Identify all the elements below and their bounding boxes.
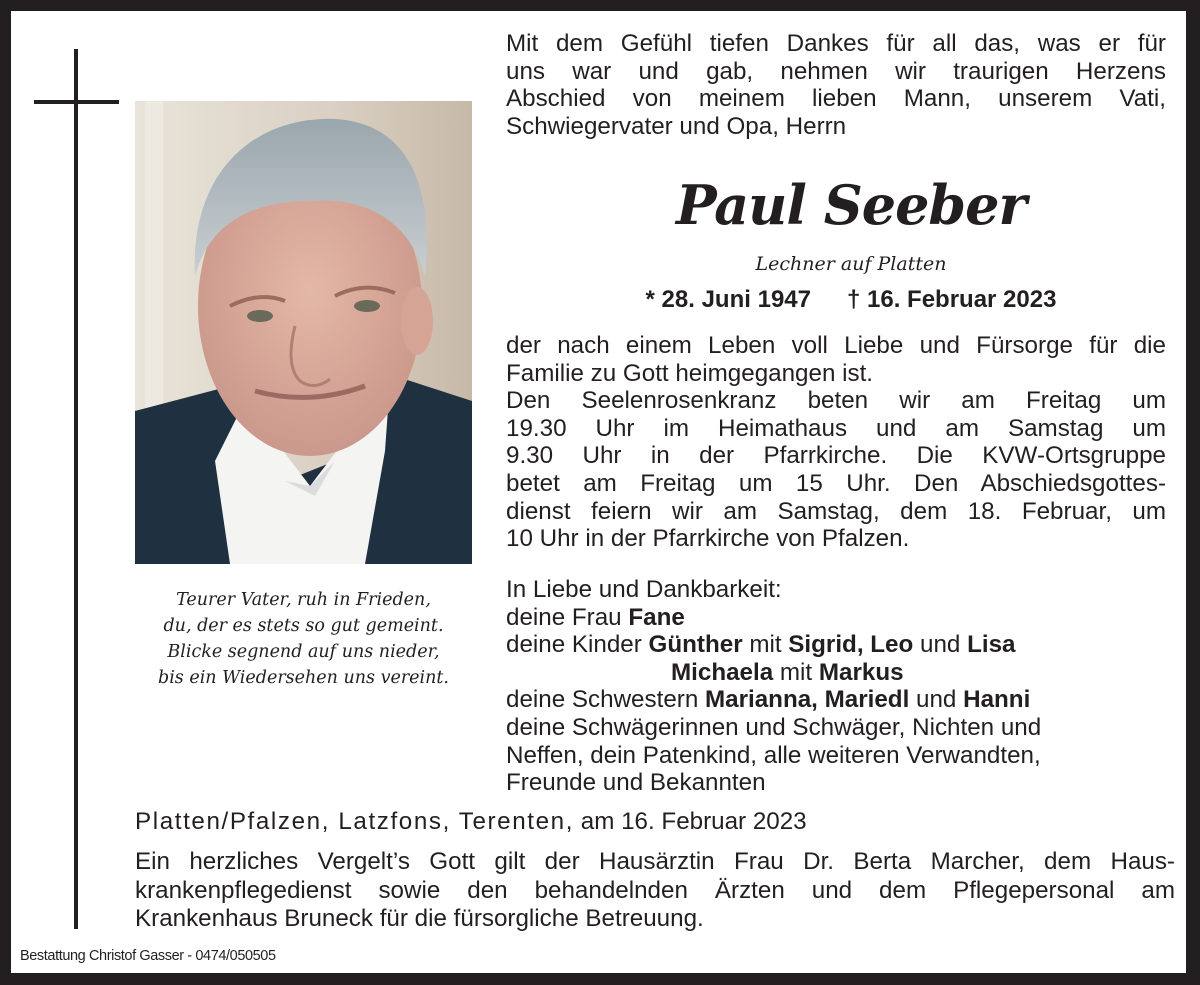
thanks-line: Ein herzliches Vergelt’s Gott gilt der Hausärztin Frau Dr. Berta Marcher, dem Haus-: [135, 848, 1175, 875]
intro-line: Abschied von meinem lieben Mann, unserem Vati,: [506, 85, 1166, 113]
desc-line: 10 Uhr in der Pfarrkirche von Pfalzen.: [506, 525, 910, 553]
mourner-children-2: [506, 659, 1166, 687]
mourners-heading: In Liebe und Dankbarkeit:: [506, 576, 782, 603]
birth-date: * 28. Juni 1947: [645, 286, 811, 313]
life-dates: [591, 285, 1111, 315]
mourner-sisters: [506, 686, 1166, 714]
name: Hanni: [963, 686, 1031, 714]
memorial-poem: [131, 587, 476, 691]
death-date: † 16. Februar 2023: [846, 286, 1057, 313]
portrait-photo: [135, 101, 472, 564]
cross-icon-crossbar: [34, 100, 119, 104]
mourner-others: Neffen, dein Patenkind, alle weiteren Verwandten,: [506, 741, 1041, 769]
desc-line: Familie zu Gott heimgegangen ist.: [506, 359, 874, 387]
name: Fane: [628, 603, 685, 631]
desc-line: 9.30 Uhr in der Pfarrkirche. Die KVW-Ortsgruppe: [506, 442, 1166, 470]
house-name: Lechner auf Platten: [755, 253, 947, 275]
thanks-line: krankenpflegedienst sowie den behandelnden Ärzten und dem Pflegepersonal am: [135, 876, 1175, 904]
desc-line: dienst feiern wir am Samstag, dem 18. Februar, um: [506, 497, 1166, 525]
mourner-others: deine Schwägerinnen und Schwäger, Nichten und: [506, 713, 1042, 741]
thanks-paragraph: [135, 848, 1175, 934]
name: Lisa: [967, 631, 1016, 659]
intro-line: Schwiegervater und Opa, Herrn: [506, 112, 847, 140]
desc-line: Den Seelenrosenkranz beten wir am Freitag um: [506, 387, 1166, 415]
desc-line: der nach einem Leben voll Liebe und Fürsorge für die: [506, 332, 1166, 359]
name: Sigrid, Leo: [788, 631, 914, 659]
intro-paragraph: [506, 30, 1166, 140]
obituary-notice: [11, 11, 1186, 973]
label: deine Kinder: [506, 631, 649, 659]
cross-icon: [74, 49, 78, 929]
thanks-line: Krankenhaus Bruneck für die fürsorgliche Betreuung.: [135, 905, 704, 932]
poem-line: bis ein Wiedersehen uns vereint.: [158, 668, 449, 688]
mourner-children: [506, 631, 1166, 659]
desc-line: 19.30 Uhr im Heimathaus und am Samstag um: [506, 414, 1166, 442]
name: Markus: [818, 658, 904, 686]
name: Günther: [648, 631, 743, 659]
undertaker-credit: Bestattung Christof Gasser - 0474/050505: [20, 948, 276, 964]
label: mit: [742, 631, 789, 659]
name: Marianna, Mariedl: [705, 686, 910, 714]
mourners-list: [506, 576, 1166, 797]
place-and-date: [135, 807, 807, 837]
poem-line: Teurer Vater, ruh in Frieden,: [176, 590, 431, 610]
places: Platten/Pfalzen, Latzfons, Terenten,: [135, 808, 575, 835]
service-details: [506, 332, 1166, 553]
poem-line: du, der es stets so gut gemeint.: [163, 616, 444, 636]
intro-line: uns war und gab, nehmen wir traurigen Herzens: [506, 57, 1166, 85]
label: deine Schwestern: [506, 686, 705, 714]
poem-line: Blicke segnend auf uns nieder,: [167, 642, 440, 662]
intro-line: Mit dem Gefühl tiefen Dankes für all das, was er für: [506, 30, 1166, 57]
label: und: [913, 631, 968, 659]
desc-line: betet am Freitag um 15 Uhr. Den Abschiedsgottes-: [506, 469, 1166, 497]
name: Michaela: [671, 658, 774, 686]
label: und: [909, 686, 964, 714]
portrait-image: [135, 101, 472, 564]
label: mit: [773, 658, 819, 686]
mourner-others: Freunde und Bekannten: [506, 769, 766, 797]
deceased-name: Paul Seeber: [676, 173, 1026, 237]
mourner-wife: [506, 604, 1166, 632]
notice-date: am 16. Februar 2023: [574, 808, 807, 835]
label: deine Frau: [506, 603, 629, 631]
